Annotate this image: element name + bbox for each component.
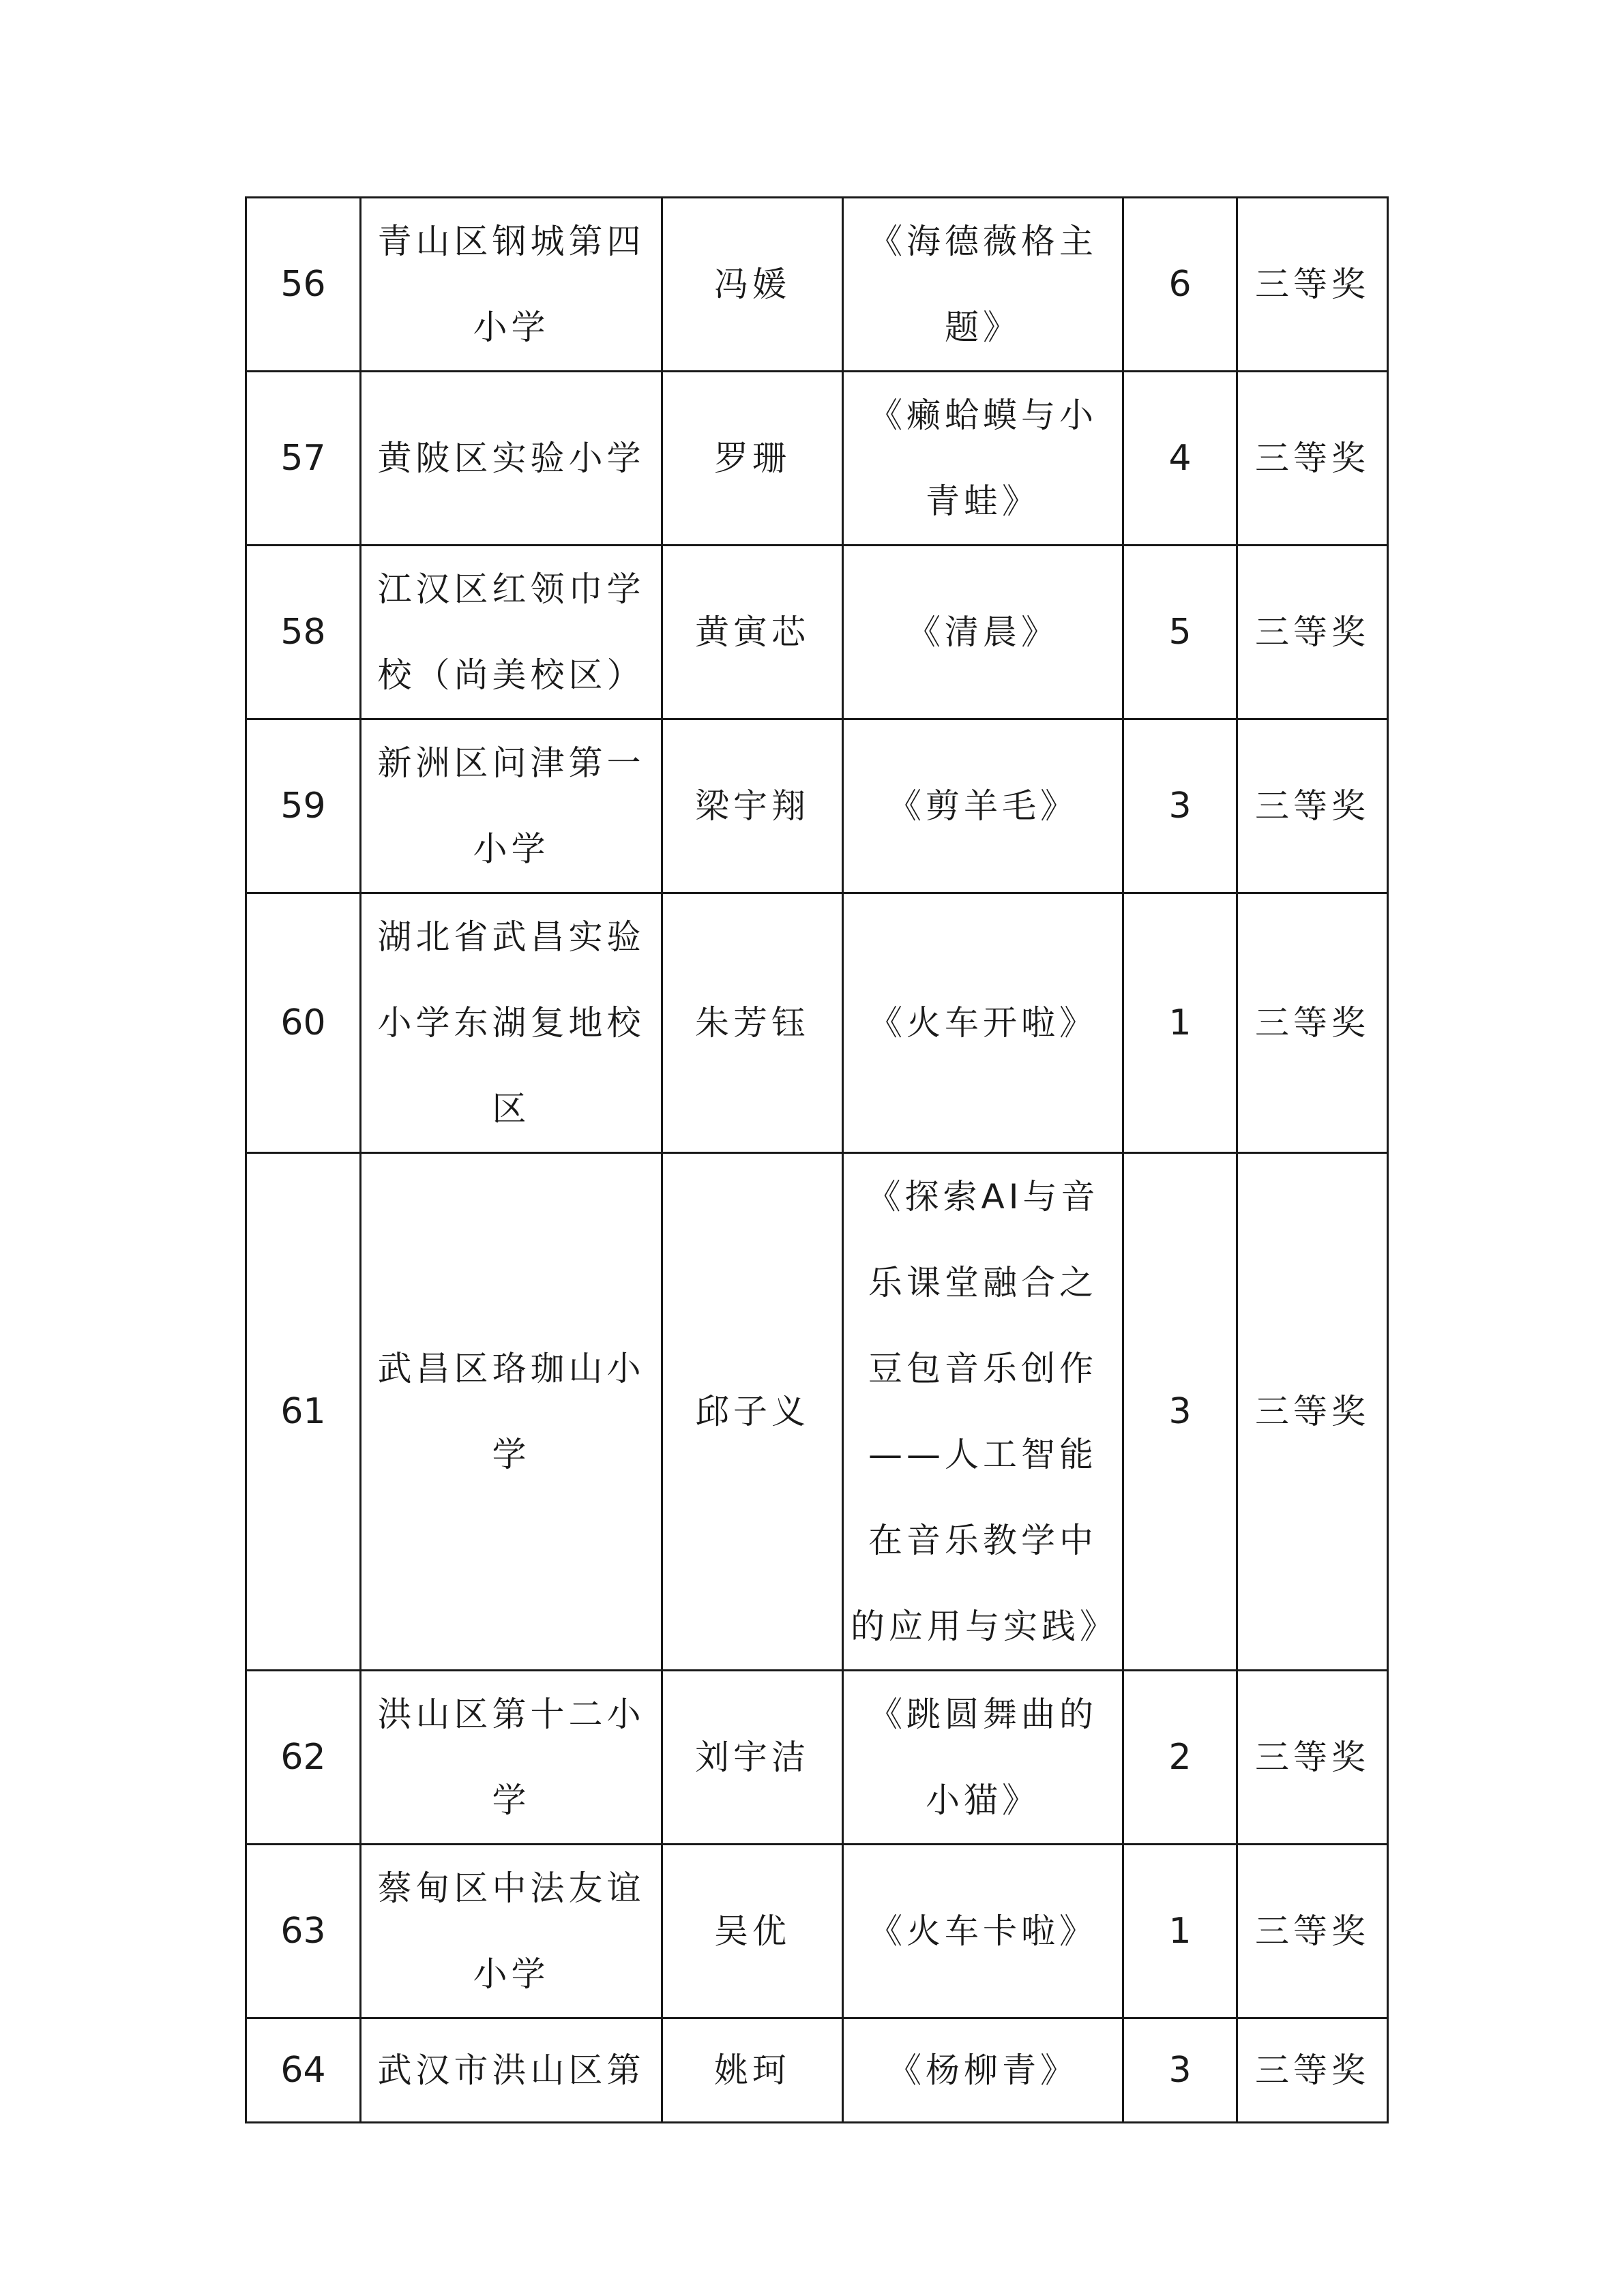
school-line: 洪山区第十二小: [377, 1695, 645, 1734]
work-title-line: 《探索AI与音: [866, 1177, 1099, 1217]
school-cell: [361, 1671, 662, 1845]
award-cell: 三等奖: [1237, 1671, 1388, 1845]
school-line: 小学: [473, 1954, 550, 1994]
award-table: [245, 196, 1389, 2123]
table-row: [246, 198, 1388, 372]
school-line: 江汉区红领巾学: [377, 569, 645, 609]
award-cell: 三等奖: [1237, 546, 1388, 719]
work-title-line: 在音乐教学中: [868, 1521, 1097, 1560]
school-cell: [361, 372, 662, 546]
table-row: [246, 893, 1388, 1153]
teacher-cell: 刘宇洁: [662, 1671, 843, 1845]
row-number-cell: 57: [246, 372, 361, 546]
work-title-line: 乐课堂融合之: [868, 1263, 1097, 1302]
grade-cell: 4: [1123, 372, 1237, 546]
school-line: 湖北省武昌实验: [377, 917, 645, 957]
row-number-cell: 58: [246, 546, 361, 719]
row-number-cell: 63: [246, 1845, 361, 2018]
work-title-line: 《跳圆舞曲的: [868, 1695, 1097, 1734]
table-row: [246, 2018, 1388, 2123]
row-number-cell: 62: [246, 1671, 361, 1845]
teacher-cell: 邱子义: [662, 1153, 843, 1671]
school-line: 小学: [473, 308, 550, 347]
work-title-line: ——人工智能: [868, 1435, 1097, 1474]
work-title-line: 豆包音乐创作: [868, 1349, 1097, 1388]
grade-cell: 5: [1123, 546, 1237, 719]
work-title-cell: [843, 1671, 1123, 1845]
grade-cell: 6: [1123, 198, 1237, 372]
work-title-cell: [843, 719, 1123, 893]
row-number-cell: 59: [246, 719, 361, 893]
teacher-cell: 梁宇翔: [662, 719, 843, 893]
school-cell: [361, 546, 662, 719]
school-line: 学: [492, 1780, 531, 1820]
school-cell: [361, 1153, 662, 1671]
school-line: 青山区钢城第四: [377, 222, 645, 261]
row-number-cell: 56: [246, 198, 361, 372]
work-title-line: 《海德薇格主: [868, 222, 1097, 261]
work-title-cell: [843, 198, 1123, 372]
teacher-cell: 朱芳钰: [662, 893, 843, 1153]
grade-cell: 3: [1123, 2018, 1237, 2123]
school-cell: [361, 2018, 662, 2123]
table-row: [246, 1671, 1388, 1845]
school-line: 区: [492, 1089, 531, 1129]
table-row: [246, 1845, 1388, 2018]
work-title-line: 《火车卡啦》: [868, 1911, 1097, 1951]
work-title-cell: [843, 372, 1123, 546]
award-cell: 三等奖: [1237, 893, 1388, 1153]
work-title-cell: [843, 2018, 1123, 2123]
work-title-line: 《火车开啦》: [868, 1003, 1097, 1043]
row-number-cell: 64: [246, 2018, 361, 2123]
work-title-line: 《剪羊毛》: [887, 786, 1078, 826]
school-line: 校（尚美校区）: [377, 655, 645, 695]
table-body: [246, 198, 1388, 2123]
table-row: [246, 372, 1388, 546]
school-line: 学: [492, 1435, 531, 1474]
work-title-line: 的应用与实践》: [851, 1607, 1118, 1646]
work-title-cell: [843, 893, 1123, 1153]
school-line: 黄陂区实验小学: [377, 438, 645, 478]
school-line: 蔡甸区中法友谊: [377, 1868, 645, 1908]
row-number-cell: 60: [246, 893, 361, 1153]
work-title-cell: [843, 546, 1123, 719]
work-title-line: 青蛙》: [926, 481, 1040, 521]
award-cell: 三等奖: [1237, 719, 1388, 893]
table-row: [246, 719, 1388, 893]
grade-cell: 3: [1123, 1153, 1237, 1671]
school-line: 新洲区问津第一: [377, 743, 645, 783]
teacher-cell: 黄寅芯: [662, 546, 843, 719]
award-cell: 三等奖: [1237, 2018, 1388, 2123]
row-number-cell: 61: [246, 1153, 361, 1671]
school-line: 小学: [473, 829, 550, 869]
grade-cell: 3: [1123, 719, 1237, 893]
teacher-cell: 冯媛: [662, 198, 843, 372]
teacher-cell: 罗珊: [662, 372, 843, 546]
teacher-cell: 吴优: [662, 1845, 843, 2018]
work-title-line: 小猫》: [926, 1780, 1040, 1820]
work-title-line: 《杨柳青》: [887, 2051, 1078, 2090]
grade-cell: 1: [1123, 893, 1237, 1153]
table-row: [246, 546, 1388, 719]
school-cell: [361, 893, 662, 1153]
grade-cell: 2: [1123, 1671, 1237, 1845]
table-row: [246, 1153, 1388, 1671]
work-title-line: 《清晨》: [906, 612, 1059, 652]
school-cell: [361, 198, 662, 372]
school-cell: [361, 1845, 662, 2018]
award-cell: 三等奖: [1237, 372, 1388, 546]
work-title-line: 题》: [945, 308, 1021, 347]
award-cell: 三等奖: [1237, 1845, 1388, 2018]
grade-cell: 1: [1123, 1845, 1237, 2018]
teacher-cell: 姚珂: [662, 2018, 843, 2123]
work-title-cell: [843, 1845, 1123, 2018]
school-cell: [361, 719, 662, 893]
work-title-cell: [843, 1153, 1123, 1671]
school-line: 小学东湖复地校: [377, 1003, 645, 1043]
award-cell: 三等奖: [1237, 198, 1388, 372]
award-cell: 三等奖: [1237, 1153, 1388, 1671]
work-title-line: 《癞蛤蟆与小: [868, 396, 1097, 435]
school-line: 武汉市洪山区第: [377, 2051, 645, 2090]
school-line: 武昌区珞珈山小: [377, 1349, 645, 1388]
